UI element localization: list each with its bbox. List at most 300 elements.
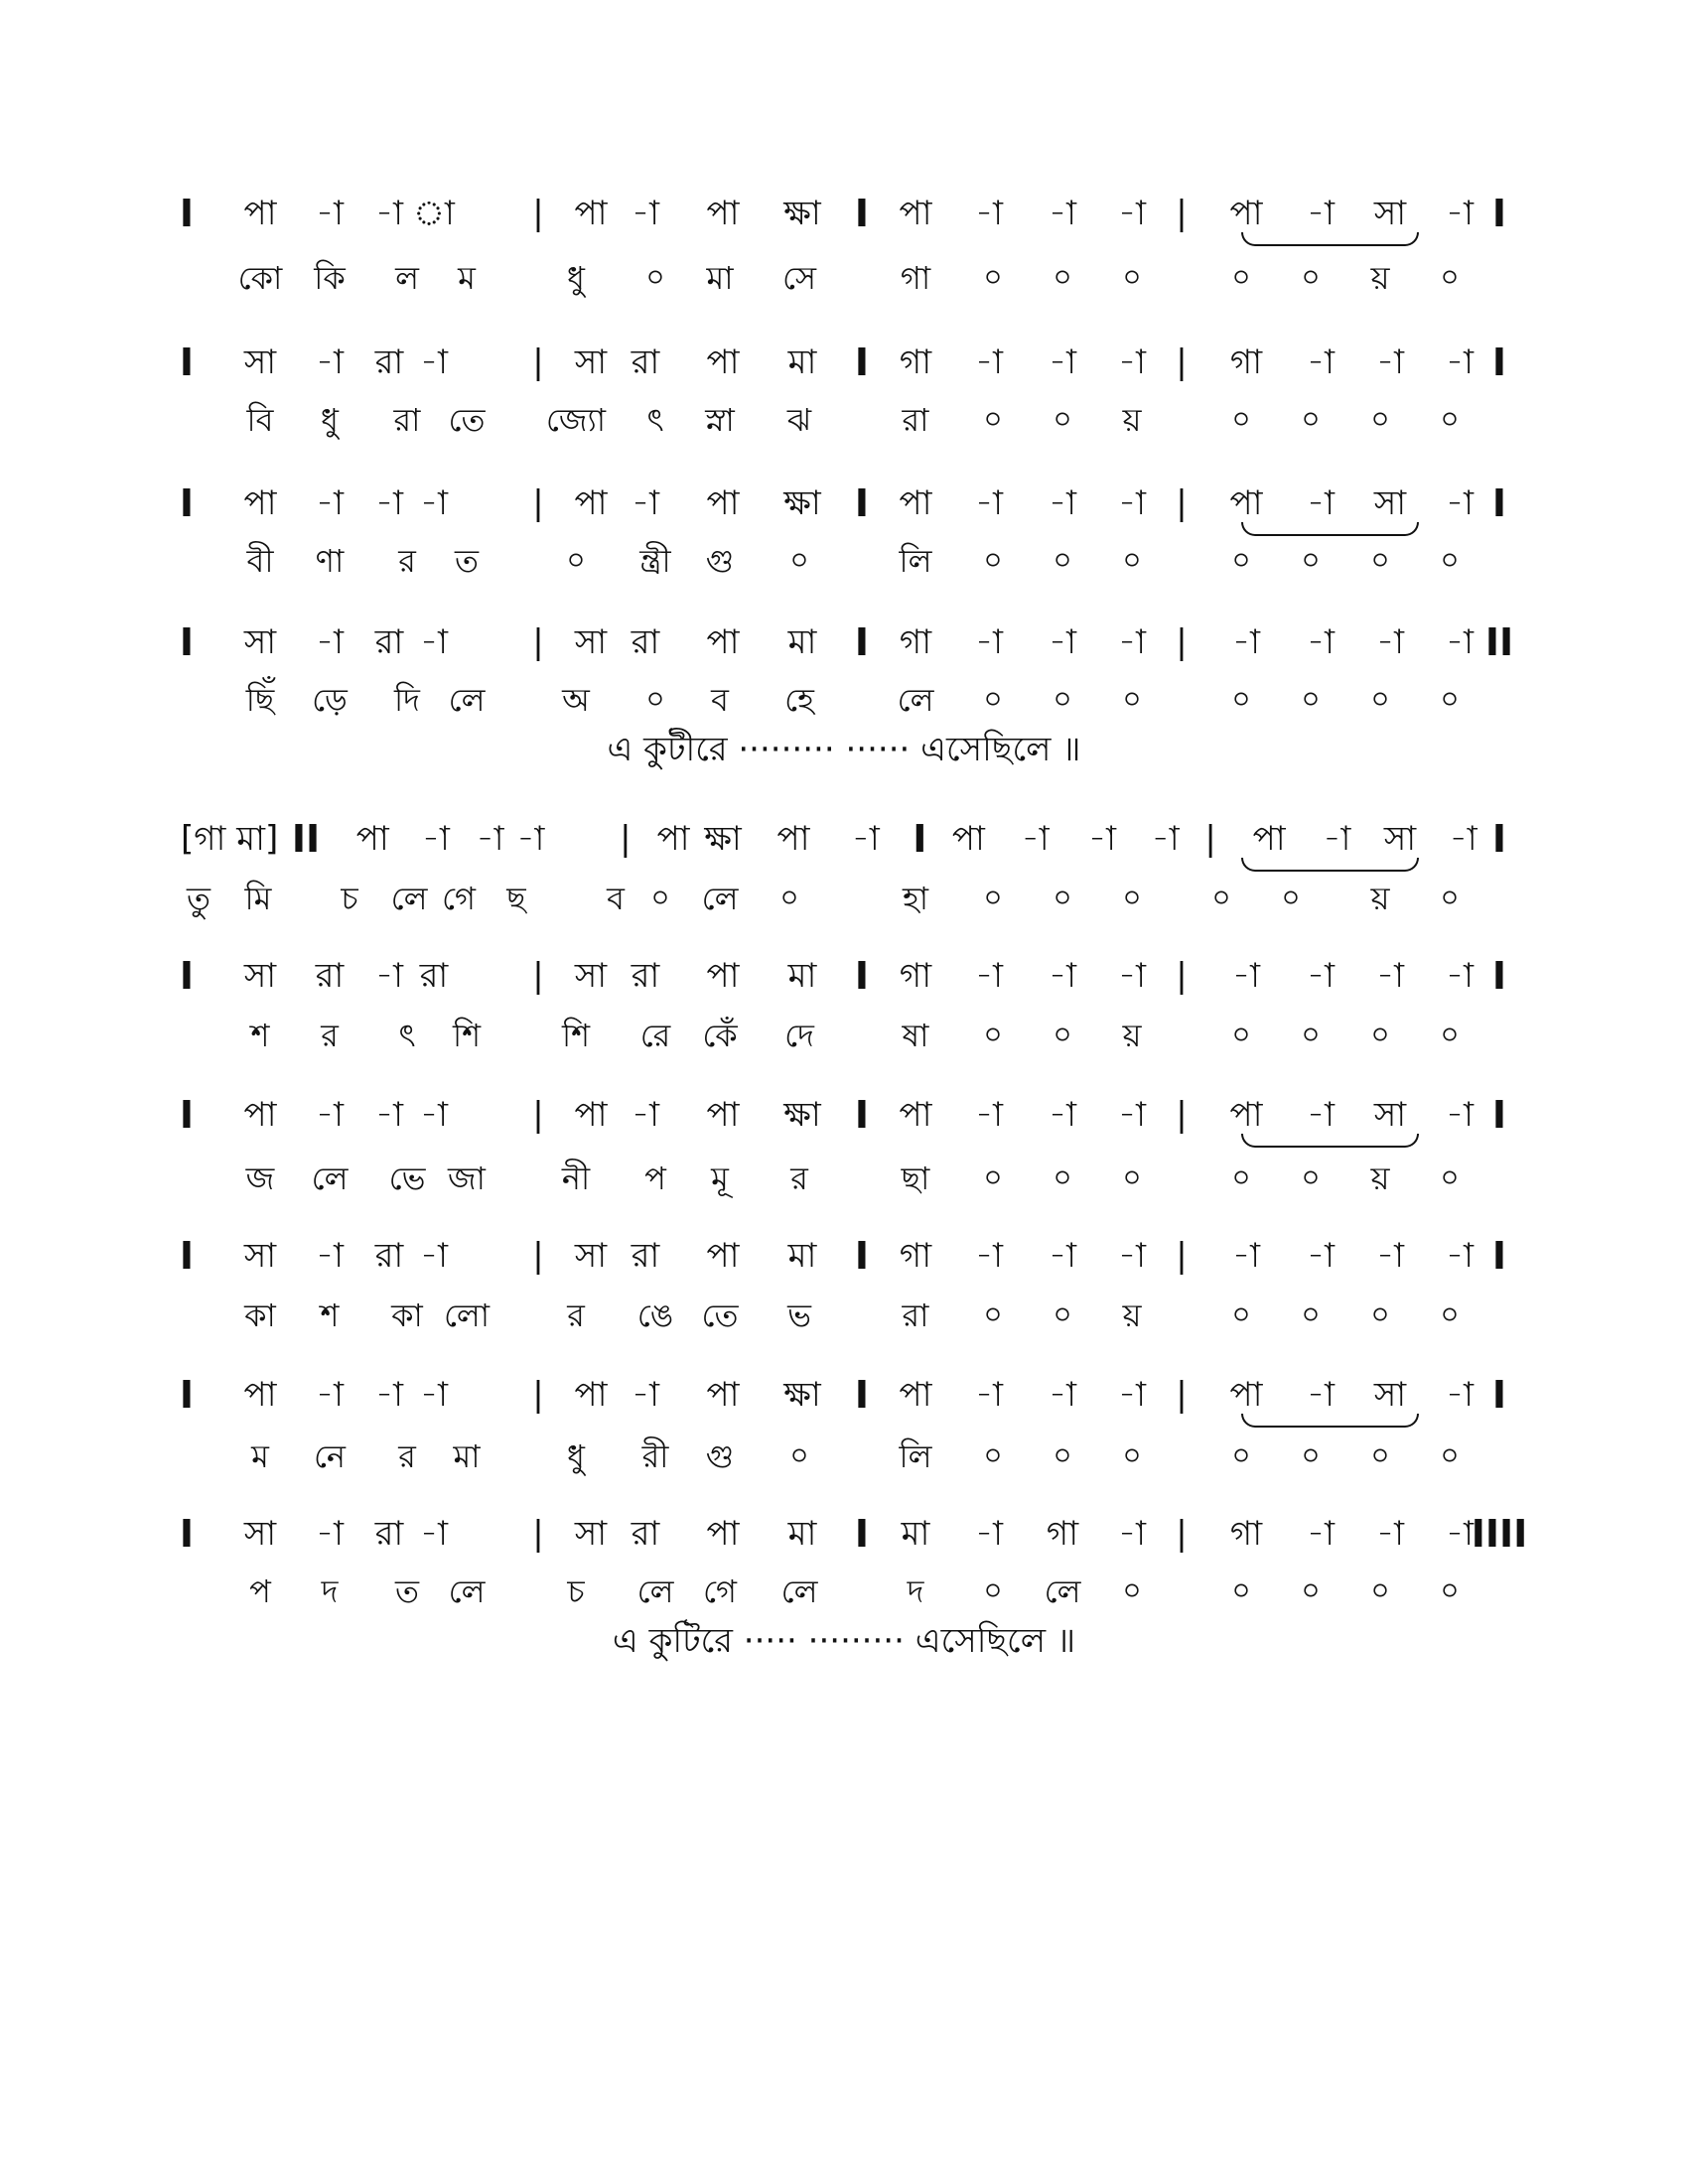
- note: -া: [316, 1514, 344, 1554]
- lyric-syllable: ছ: [506, 880, 526, 917]
- lyric-syllable: র: [567, 1297, 585, 1334]
- note: সা: [1383, 819, 1417, 859]
- lyric-syllable: মা: [453, 1437, 481, 1475]
- lyric-syllable: ঝ: [786, 401, 812, 439]
- note: -া: [1307, 1095, 1335, 1135]
- lyric-syllable: ০: [1231, 1297, 1251, 1332]
- lyric-syllable: ০: [1053, 260, 1072, 295]
- note: পা: [243, 1095, 277, 1135]
- note: গা: [899, 1236, 932, 1276]
- note: সা: [574, 622, 608, 662]
- lyric-syllable: শি: [561, 1017, 591, 1054]
- lyric-syllable: ০: [1122, 1573, 1142, 1608]
- bar-line: I: [854, 1373, 870, 1417]
- note: -া: [975, 194, 1003, 233]
- note: রা: [631, 622, 660, 662]
- note: ক্ষা: [704, 819, 742, 859]
- note: রা: [631, 956, 660, 996]
- lyric-syllable: ০: [1122, 1160, 1142, 1195]
- note: -া: [1446, 1514, 1474, 1554]
- note: -া: [975, 1236, 1003, 1276]
- lyric-syllable: ০: [789, 1438, 809, 1473]
- lyric-syllable: ০: [1053, 1160, 1072, 1195]
- note: পা: [706, 956, 740, 996]
- note: মা: [787, 342, 817, 382]
- bar-line: I: [854, 192, 870, 235]
- note: পা: [574, 1095, 608, 1135]
- lyrics-line: [0, 1011, 1688, 1060]
- lyric-syllable: লে: [390, 880, 428, 917]
- note: -া: [316, 483, 344, 523]
- note: ক্ষা: [783, 1095, 821, 1135]
- lyric-syllable: য়: [1370, 880, 1390, 917]
- lyric-syllable: য়: [1122, 1017, 1142, 1054]
- lyrics-line: [0, 1154, 1688, 1203]
- lyric-syllable: ৎ: [398, 1017, 416, 1054]
- note: রা: [374, 622, 404, 662]
- lyric-syllable: য়: [1122, 401, 1142, 439]
- notation-line: [0, 1090, 1688, 1140]
- lyric-syllable: ছা: [901, 1160, 930, 1197]
- bar-line: II: [291, 817, 321, 861]
- lyric-syllable: ০: [1231, 260, 1251, 295]
- note: পা: [1229, 194, 1263, 233]
- note: মা: [787, 1236, 817, 1276]
- lyric-syllable: ০: [1440, 1438, 1460, 1473]
- beat-divider: |: [532, 1236, 544, 1276]
- note: -া: [1049, 622, 1076, 662]
- lyric-syllable: ০: [789, 543, 809, 578]
- note: রা: [631, 1236, 660, 1276]
- lyric-syllable: ম: [251, 1437, 269, 1475]
- lyric-syllable: প: [249, 1572, 271, 1610]
- lyric-syllable: জ্যো: [545, 401, 607, 439]
- lyric-syllable: ০: [1440, 881, 1460, 915]
- note: পা: [706, 1236, 740, 1276]
- note: ক্ষা: [783, 1375, 821, 1415]
- lyric-syllable: লে: [636, 1572, 674, 1610]
- lyric-syllable: তে: [448, 401, 486, 439]
- lyric-syllable: ০: [645, 260, 665, 295]
- lyric-syllable: বী: [246, 542, 274, 580]
- note: ক্ষা: [783, 194, 821, 233]
- note: -া: [1087, 819, 1116, 859]
- lyric-syllable: ০: [1122, 682, 1142, 717]
- bar-line: I: [854, 341, 870, 384]
- slur-mark: [1241, 1134, 1419, 1148]
- note: -া: [1307, 1514, 1335, 1554]
- notation-line: [0, 189, 1688, 238]
- note: গা: [899, 956, 932, 996]
- beat-divider: |: [532, 1375, 544, 1415]
- lyric-syllable: ব: [607, 880, 625, 917]
- lyric-syllable: ০: [1440, 402, 1460, 437]
- note: পা: [899, 1095, 932, 1135]
- lyric-syllable: গু: [705, 542, 735, 580]
- note: সা: [574, 956, 608, 996]
- note: -া: [851, 819, 880, 859]
- bar-line: I: [179, 1373, 195, 1417]
- note: পা: [776, 819, 810, 859]
- note: -া: [1376, 1236, 1404, 1276]
- lyric-syllable: গা: [900, 259, 931, 297]
- lyric-syllable: ৎ: [646, 401, 664, 439]
- lyric-syllable: ০: [983, 1160, 1003, 1195]
- note: পা: [1252, 819, 1286, 859]
- lyric-syllable: মা: [706, 259, 734, 297]
- note: সা: [574, 1514, 608, 1554]
- lyric-syllable: লে: [448, 681, 486, 719]
- lyric-syllable: লে: [448, 1572, 486, 1610]
- lyric-syllable: শ: [320, 1297, 340, 1334]
- bar-line: I: [1491, 341, 1507, 384]
- lyric-syllable: লে: [1044, 1572, 1081, 1610]
- bar-line: I: [179, 1234, 195, 1278]
- lyric-syllable: ০: [1370, 682, 1390, 717]
- lyric-syllable: ০: [1231, 402, 1251, 437]
- lyric-syllable: ০: [645, 682, 665, 717]
- beat-divider: |: [1176, 1375, 1188, 1415]
- lyric-syllable: রা: [393, 401, 421, 439]
- lyric-syllable: ০: [1370, 1018, 1390, 1052]
- lyric-syllable: লি: [899, 1437, 932, 1475]
- lyric-syllable: ০: [1053, 402, 1072, 437]
- refrain-text: এ কুটীরে: [607, 730, 728, 769]
- notation-line: [0, 1231, 1688, 1281]
- note: -া: [1049, 342, 1076, 382]
- note: -া: [316, 1236, 344, 1276]
- bar-line: I: [854, 954, 870, 998]
- lyric-syllable: লে: [897, 681, 934, 719]
- note: -া: [1307, 1375, 1335, 1415]
- lyric-syllable: ০: [779, 881, 799, 915]
- lyric-syllable: ন্ত্রী: [639, 542, 671, 580]
- lyric-syllable: দি: [394, 681, 420, 719]
- lyric-syllable: য়: [1370, 259, 1390, 297]
- note: -া: [975, 1375, 1003, 1415]
- lyrics-line: [0, 536, 1688, 586]
- bar-line: I: [854, 481, 870, 525]
- note: গা: [1229, 342, 1263, 382]
- lyric-syllable: র: [790, 1160, 808, 1197]
- beat-divider: |: [1176, 622, 1188, 662]
- lyric-syllable: লে: [701, 880, 739, 917]
- lyric-syllable: লি: [899, 542, 932, 580]
- note: -া: [420, 1236, 448, 1276]
- lyric-syllable: ভ: [787, 1297, 811, 1334]
- note: -া: [420, 622, 448, 662]
- note: পা: [706, 194, 740, 233]
- note: রা: [631, 342, 660, 382]
- lyric-syllable: রা: [902, 1297, 929, 1334]
- lyric-syllable: ম: [458, 259, 476, 297]
- note: -া: [516, 819, 545, 859]
- bar-line: I: [854, 1234, 870, 1278]
- note: পা: [706, 483, 740, 523]
- lyric-syllable: ০: [1370, 402, 1390, 437]
- note: গা: [1046, 1514, 1079, 1554]
- beat-divider: |: [532, 622, 544, 662]
- note: -া: [375, 483, 403, 523]
- beat-divider: |: [532, 956, 544, 996]
- note: -া: [1118, 1514, 1146, 1554]
- lyric-syllable: লে: [780, 1572, 818, 1610]
- note: সা: [243, 956, 277, 996]
- lyric-syllable: ০: [1122, 881, 1142, 915]
- beat-divider: |: [1176, 1236, 1188, 1276]
- note: -া: [316, 194, 344, 233]
- beat-divider: |: [1176, 194, 1188, 233]
- note: -া: [975, 342, 1003, 382]
- note: -া: [1446, 342, 1474, 382]
- note: -া: [420, 342, 448, 382]
- note: রা: [374, 342, 404, 382]
- lyric-syllable: ০: [1231, 1573, 1251, 1608]
- lyric-syllable: ০: [1370, 1438, 1390, 1473]
- bar-line: I: [1491, 954, 1507, 998]
- note: -া: [1446, 483, 1474, 523]
- slur-mark: [1241, 232, 1419, 246]
- lyric-syllable: ০: [1440, 1573, 1460, 1608]
- note: গা: [899, 622, 932, 662]
- note: পা: [1229, 1095, 1263, 1135]
- note: -া: [1307, 956, 1335, 996]
- lyric-syllable: র: [398, 1437, 416, 1475]
- note: পা: [706, 622, 740, 662]
- note: -া: [420, 483, 448, 523]
- bar-line: I: [1491, 1373, 1507, 1417]
- lyric-syllable: রা: [902, 401, 929, 439]
- beat-divider: |: [1176, 483, 1188, 523]
- note: -া: [1118, 1095, 1146, 1135]
- note: -া: [975, 622, 1003, 662]
- refrain-text: এসেছিলে ॥: [914, 1621, 1076, 1661]
- lyric-syllable: শি: [452, 1017, 482, 1054]
- beat-divider: |: [1204, 819, 1216, 859]
- bar-line: I: [913, 817, 927, 861]
- lyric-syllable: স্না: [705, 401, 735, 439]
- note: -া: [1118, 342, 1146, 382]
- lyric-syllable: ০: [1301, 1018, 1321, 1052]
- refrain-text: ·········: [807, 1621, 905, 1661]
- lyric-syllable: ০: [983, 881, 1003, 915]
- refrain-text: ······: [845, 730, 911, 769]
- lyric-syllable: ০: [1122, 1438, 1142, 1473]
- lyric-syllable: ০: [983, 1573, 1003, 1608]
- bar-line: I: [179, 954, 195, 998]
- lyric-syllable: দ: [321, 1572, 339, 1610]
- lyric-syllable: ধু: [567, 259, 585, 297]
- lyric-syllable: জা: [448, 1160, 486, 1197]
- note: -া: [1151, 819, 1180, 859]
- note: সা: [1373, 1095, 1407, 1135]
- lyric-syllable: শ: [250, 1017, 270, 1054]
- bar-line: I: [1491, 192, 1507, 235]
- notation-line: [0, 478, 1688, 528]
- note: সা: [574, 1236, 608, 1276]
- lyric-syllable: বি: [246, 401, 274, 439]
- lyric-syllable: রে: [639, 1017, 671, 1054]
- note: পা: [243, 194, 277, 233]
- lyric-syllable: য়: [1122, 1297, 1142, 1334]
- lyric-syllable: ভে: [388, 1160, 426, 1197]
- beat-divider: |: [1176, 342, 1188, 382]
- lyric-syllable: প: [644, 1160, 666, 1197]
- lyric-syllable: ০: [983, 1018, 1003, 1052]
- lyric-syllable: লে: [311, 1160, 349, 1197]
- note: পা: [1229, 1375, 1263, 1415]
- refrain-text: ·········: [738, 730, 835, 769]
- refrain-text: ·····: [743, 1621, 797, 1661]
- lyric-syllable: ০: [1211, 881, 1231, 915]
- lyric-syllable: চ: [341, 880, 358, 917]
- lyric-syllable: ০: [1301, 1160, 1321, 1195]
- note: -া: [375, 194, 403, 233]
- lyric-syllable: ০: [1053, 543, 1072, 578]
- note: -া: [1232, 622, 1260, 662]
- lyric-syllable: তে: [701, 1297, 739, 1334]
- note: -া: [421, 819, 450, 859]
- lyric-syllable: ০: [1301, 1573, 1321, 1608]
- note: -া: [632, 1375, 659, 1415]
- bar-line: IIII: [1471, 1512, 1528, 1556]
- lyric-syllable: ০: [1231, 1160, 1251, 1195]
- note: রা: [374, 1514, 404, 1554]
- note: মা: [787, 1514, 817, 1554]
- note: সা: [243, 1236, 277, 1276]
- lyric-syllable: ০: [1231, 543, 1251, 578]
- bar-line: I: [1491, 481, 1507, 525]
- note: -া: [1307, 1236, 1335, 1276]
- lyric-syllable: ০: [1301, 402, 1321, 437]
- beat-divider: |: [532, 1095, 544, 1135]
- note: -া: [1049, 1375, 1076, 1415]
- lyric-syllable: ০: [983, 1297, 1003, 1332]
- notation-line: [0, 1370, 1688, 1420]
- lyrics-line: [0, 675, 1688, 725]
- lyric-syllable: ০: [1231, 1018, 1251, 1052]
- lyric-syllable: নে: [313, 1437, 347, 1475]
- note: -া: [1049, 956, 1076, 996]
- lyric-syllable: হে: [784, 681, 814, 719]
- lyric-syllable: নী: [561, 1160, 591, 1197]
- note: পা: [951, 819, 985, 859]
- beat-divider: |: [1176, 1095, 1188, 1135]
- note: -া: [632, 1095, 659, 1135]
- note: -া: [1446, 622, 1474, 662]
- lyric-syllable: ষা: [902, 1017, 929, 1054]
- notation-line: [0, 814, 1688, 864]
- lyric-syllable: গু: [705, 1437, 735, 1475]
- note: ক্ষা: [783, 483, 821, 523]
- bar-line: I: [854, 1093, 870, 1137]
- lyric-syllable: ব: [711, 681, 729, 719]
- lyric-syllable: ০: [1122, 543, 1142, 578]
- bar-line: I: [1491, 1234, 1507, 1278]
- lyric-syllable: ০: [983, 682, 1003, 717]
- lyric-syllable: ০: [1301, 260, 1321, 295]
- note: -া: [476, 819, 504, 859]
- lyrics-line: [0, 874, 1688, 923]
- bar-line: I: [1491, 817, 1507, 861]
- lyric-syllable: ০: [1440, 1160, 1460, 1195]
- lyrics-line: [0, 253, 1688, 303]
- note: সা: [243, 342, 277, 382]
- note: -া: [1376, 622, 1404, 662]
- lyric-syllable: ধু: [321, 401, 339, 439]
- note: পা: [574, 194, 608, 233]
- note: -া: [1449, 819, 1477, 859]
- note: -া: [1307, 622, 1335, 662]
- lyric-syllable: র: [321, 1017, 339, 1054]
- note: -া: [975, 1514, 1003, 1554]
- note: -া: [1446, 1236, 1474, 1276]
- lyric-syllable: ০: [1231, 682, 1251, 717]
- note: -া: [1446, 1375, 1474, 1415]
- lyric-syllable: ০: [1440, 260, 1460, 295]
- note: -া: [1376, 1514, 1404, 1554]
- note: -া: [375, 1375, 403, 1415]
- note: পা: [899, 194, 932, 233]
- lyric-syllable: ধু: [567, 1437, 585, 1475]
- note: -া: [375, 1095, 403, 1135]
- lyric-syllable: ০: [1053, 1438, 1072, 1473]
- note: রা: [631, 1514, 660, 1554]
- note: -া: [1118, 194, 1146, 233]
- note: মা: [901, 1514, 930, 1554]
- note: -া: [1049, 194, 1076, 233]
- note: পা: [899, 1375, 932, 1415]
- lyric-syllable: ০: [1231, 1438, 1251, 1473]
- note: গা: [1229, 1514, 1263, 1554]
- lyric-syllable: ০: [983, 402, 1003, 437]
- lyrics-line: [0, 395, 1688, 445]
- note: -া: [1118, 1375, 1146, 1415]
- refrain-text: এ কুটিরে: [612, 1621, 733, 1661]
- note: পা: [574, 1375, 608, 1415]
- note: -া: [975, 1095, 1003, 1135]
- lyric-syllable: ০: [983, 543, 1003, 578]
- note: -া: [632, 483, 659, 523]
- note: রা: [374, 1236, 404, 1276]
- note: -া: [1307, 483, 1335, 523]
- lyric-syllable: লো: [443, 1297, 491, 1334]
- lyric-syllable: ০: [1370, 543, 1390, 578]
- note: -া: [316, 622, 344, 662]
- note: মা: [787, 956, 817, 996]
- lyric-syllable: গে: [703, 1572, 737, 1610]
- lyric-syllable: ০: [1301, 1438, 1321, 1473]
- lyric-syllable: জ: [245, 1160, 275, 1197]
- note: -া: [1232, 1236, 1260, 1276]
- note: পা: [656, 819, 690, 859]
- note: -া: [1446, 1095, 1474, 1135]
- note: -া: [316, 1095, 344, 1135]
- lyric-syllable: ০: [566, 543, 586, 578]
- lyrics-line: [0, 1432, 1688, 1481]
- lyric-syllable: ০: [1301, 1297, 1321, 1332]
- bar-line: I: [179, 1512, 195, 1556]
- note: রা: [419, 956, 449, 996]
- lyric-syllable: ০: [1053, 682, 1072, 717]
- note: পা: [1229, 483, 1263, 523]
- beat-divider: |: [532, 342, 544, 382]
- lyric-syllable: রী: [641, 1437, 669, 1475]
- lyric-syllable: ০: [983, 260, 1003, 295]
- lyric-syllable: দে: [784, 1017, 814, 1054]
- bar-line: I: [179, 341, 195, 384]
- lyric-syllable: ড়ে: [312, 681, 348, 719]
